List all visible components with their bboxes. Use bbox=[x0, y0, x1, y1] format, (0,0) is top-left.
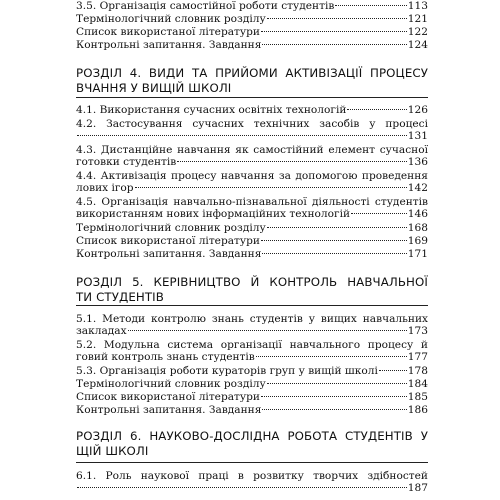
toc-entry-page: 136 bbox=[407, 156, 428, 168]
section-heading bbox=[76, 429, 428, 459]
toc-entry-title: 3.5. Організація самостійної роботи студентів bbox=[76, 0, 335, 12]
toc-entry-title: 4.4. Активізація процесу навчання за допомогою проведення bbox=[76, 170, 428, 182]
dot-leader bbox=[262, 253, 406, 254]
toc-entry: 5.1. Методи контролю знань студентів у вищих навчальних закладах 173 bbox=[76, 313, 428, 337]
toc-entry: 4.4. Активізація процесу навчання за допомогою проведення лових ігор 142 bbox=[76, 170, 428, 194]
section-divider bbox=[76, 97, 428, 98]
toc-entry-page: 187 bbox=[407, 482, 428, 494]
section-heading bbox=[76, 66, 428, 96]
section-heading-line: ВЧАННЯ У ВИЩІЙ ШКОЛІ bbox=[76, 81, 232, 95]
toc-entry bbox=[76, 26, 428, 38]
toc-entry bbox=[76, 470, 428, 494]
toc-entry-title: 4.2. Застосування сучасних технічних засобів у процесі bbox=[76, 118, 428, 130]
toc-entry bbox=[76, 0, 428, 12]
toc-entry bbox=[76, 378, 428, 390]
toc-entry-page: 124 bbox=[407, 39, 428, 51]
dot-leader bbox=[128, 330, 407, 331]
toc-entry-page: 171 bbox=[407, 248, 428, 260]
dot-leader bbox=[77, 487, 407, 488]
dot-leader bbox=[335, 5, 406, 6]
toc-entry bbox=[76, 222, 428, 234]
section-heading bbox=[76, 275, 428, 305]
toc-entry-page: 168 bbox=[407, 222, 428, 234]
toc-entry-page: 177 bbox=[407, 351, 428, 363]
toc-entry-title: 5.1. Методи контролю знань студентів у вищих навчальних bbox=[76, 313, 428, 325]
toc-entry: 5.2. Модульна система організації навчального процесу й говий контроль знань студентів 177 bbox=[76, 339, 428, 363]
dot-leader bbox=[351, 213, 407, 214]
toc-entry bbox=[76, 39, 428, 51]
toc-entry bbox=[76, 118, 428, 142]
toc-entry-title: Контрольні запитання. Завдання bbox=[76, 404, 262, 416]
toc-entry-title: 4.3. Дистанційне навчання як самостійний елемент сучасної bbox=[76, 144, 428, 156]
dot-leader bbox=[262, 409, 406, 410]
toc-entry bbox=[76, 248, 428, 260]
dot-leader bbox=[256, 356, 407, 357]
section-heading-line: РОЗДІЛ 4. ВИДИ ТА ПРИЙОМИ АКТИВІЗАЦІЇ ПРОЦЕСУ bbox=[76, 66, 428, 80]
toc-entry-page: 131 bbox=[407, 130, 428, 142]
toc-entry-title: Контрольні запитання. Завдання bbox=[76, 39, 262, 51]
toc-entry-page: 126 bbox=[407, 104, 428, 116]
toc-entry-page: 178 bbox=[407, 365, 428, 377]
toc-entry-page: 169 bbox=[407, 235, 428, 247]
dot-leader bbox=[261, 240, 407, 241]
toc-entry-title: Список використаної літератури bbox=[76, 391, 260, 403]
section-divider bbox=[76, 462, 428, 463]
toc-entry-page: 185 bbox=[407, 391, 428, 403]
toc-entry bbox=[76, 404, 428, 416]
toc-entry bbox=[76, 104, 428, 116]
toc-entry-title: Список використаної літератури bbox=[76, 26, 260, 38]
dot-leader bbox=[379, 370, 407, 371]
toc-entry-page: 184 bbox=[407, 378, 428, 390]
toc-entry-title: Термінологічний словник розділу bbox=[76, 378, 266, 390]
toc-entry bbox=[76, 235, 428, 247]
toc-entry-title: Список використаної літератури bbox=[76, 235, 260, 247]
dot-leader bbox=[261, 31, 407, 32]
section-heading-line: ТИ СТУДЕНТІВ bbox=[76, 290, 164, 304]
section-heading-line: РОЗДІЛ 6. НАУКОВО-ДОСЛІДНА РОБОТА СТУДЕНТІВ У bbox=[76, 429, 428, 443]
toc-entry-title: Термінологічний словник розділу bbox=[76, 13, 266, 25]
toc-entry: 4.5. Організація навчально-пізнавальної діяльності студентів використанням нових інформаційних технологій 146 bbox=[76, 196, 428, 220]
toc-entry bbox=[76, 13, 428, 25]
dot-leader bbox=[77, 135, 407, 136]
dot-leader bbox=[135, 187, 407, 188]
dot-leader bbox=[267, 18, 407, 19]
dot-leader bbox=[261, 396, 407, 397]
toc-entry: 4.3. Дистанційне навчання як самостійний елемент сучасної готовки студентів 136 bbox=[76, 144, 428, 168]
toc-entry-title: 4.1. Використання сучасних освітніх технологій bbox=[76, 104, 347, 116]
dot-leader bbox=[347, 109, 406, 110]
dot-leader bbox=[177, 161, 406, 162]
section-heading-line: РОЗДІЛ 5. КЕРІВНИЦТВО Й КОНТРОЛЬ НАВЧАЛЬНОЇ bbox=[76, 275, 428, 289]
toc-entry bbox=[76, 365, 428, 377]
toc-entry-page: 113 bbox=[407, 0, 428, 12]
toc-entry-page: 121 bbox=[407, 13, 428, 25]
dot-leader bbox=[262, 44, 406, 45]
dot-leader bbox=[267, 383, 407, 384]
toc-entry-page: 122 bbox=[407, 26, 428, 38]
toc-entry-title: 5.2. Модульна система організації навчального процесу й bbox=[76, 339, 428, 351]
toc-entry-page: 146 bbox=[407, 208, 428, 220]
dot-leader bbox=[267, 227, 407, 228]
toc-entry-title: 5.3. Організація роботи кураторів груп у вищій школі bbox=[76, 365, 378, 377]
toc-entry-title: Контрольні запитання. Завдання bbox=[76, 248, 262, 260]
toc-entry-title: 6.1. Роль наукової праці в розвитку творчих здібностей bbox=[76, 470, 428, 482]
toc-entry bbox=[76, 391, 428, 403]
toc-entry-title: 4.5. Організація навчально-пізнавальної діяльності студентів bbox=[76, 196, 428, 208]
toc-entry-title: Термінологічний словник розділу bbox=[76, 222, 266, 234]
toc-entry-page: 173 bbox=[407, 325, 428, 337]
section-divider bbox=[76, 305, 428, 306]
toc-entry-page: 142 bbox=[407, 182, 428, 194]
toc-entry-page: 186 bbox=[407, 404, 428, 416]
section-heading-line: ЩІЙ ШКОЛІ bbox=[76, 444, 149, 458]
